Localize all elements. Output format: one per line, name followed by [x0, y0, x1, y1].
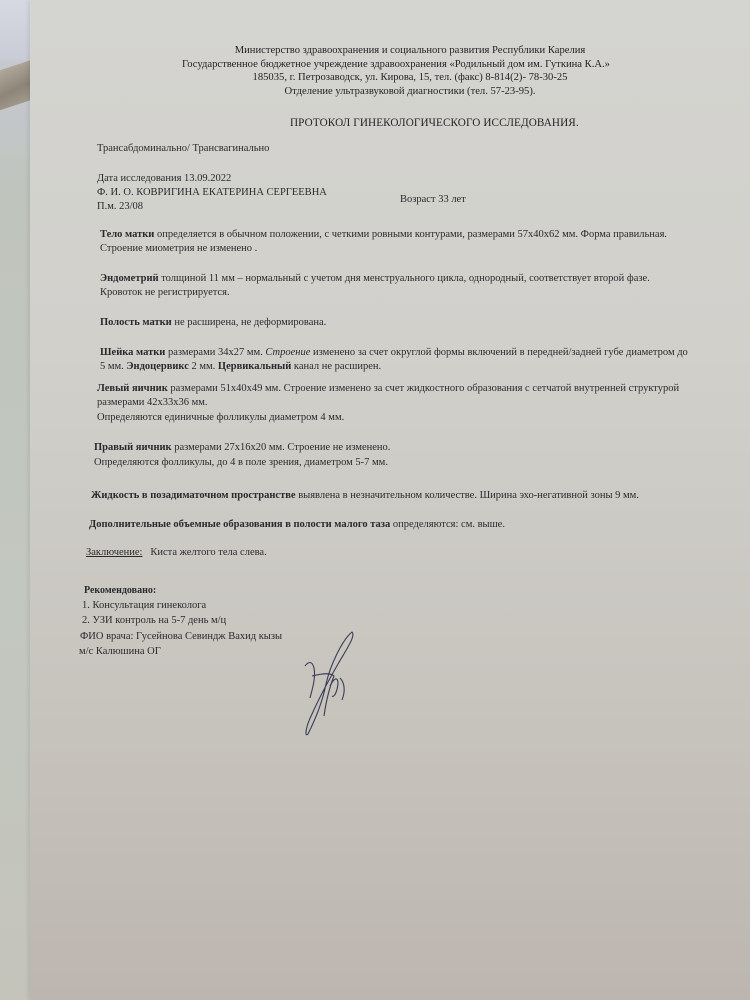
recommendations-label: Рекомендовано:: [84, 585, 157, 596]
header-ministry: Министерство здравоохранения и социального развития Республики Карелия: [234, 45, 586, 56]
left-ovary-line-3: Определяются единичные фолликулы диаметром 4 мм.: [97, 412, 345, 423]
doctor-name: ФИО врача: Гусейнова Севиндж Вахид кызы: [80, 631, 283, 642]
patient-name-row: [97, 186, 327, 200]
fluid-line: [91, 489, 639, 503]
lmp-label: П.м.: [97, 201, 117, 212]
nurse-name: м/с Калюшина ОГ: [79, 646, 161, 657]
left-ovary-line-1: [97, 382, 679, 396]
right-ovary-line-2: Определяются фолликулы, до 4 в поле зрения, диаметром 5-7 мм.: [94, 457, 388, 468]
fluid-text: выявлена в незначительном количестве. Ширина эхо-негативной зоны 9 мм.: [295, 490, 639, 501]
cervix-structure-text: изменено за счет округлой формы включений в передней/задней губе диаметром до: [310, 347, 688, 358]
cavity-line: [100, 316, 326, 330]
left-ovary-text: размерами 51x40x49 мм. Строение изменено за счет жидкостного образования с сетчатой внутренней структурой: [167, 383, 680, 394]
header-department: Отделение ультразвуковой диагностики (тел. 57-23-95).: [284, 85, 536, 97]
header-address: 185035, г. Петрозаводск, ул. Кирова, 15, тел. (факс) 8-814(2)- 78-30-25: [252, 72, 568, 83]
right-ovary-line-1: [94, 441, 390, 455]
exam-date: 13.09.2022: [184, 173, 232, 184]
exam-date-row: [97, 172, 231, 186]
endocervix-value: 2 мм.: [188, 361, 218, 372]
additional-label: Дополнительные объемные образования в полости малого таза: [89, 519, 391, 530]
cervix-structure-label: Строение: [265, 347, 311, 358]
right-ovary-label: Правый яичник: [94, 442, 172, 453]
cervix-size: размерами 34x27 мм.: [165, 347, 266, 358]
patient-name: КОВРИГИНА ЕКАТЕРИНА СЕРГЕЕВНА: [136, 187, 327, 198]
uterus-text: определяется в обычном положении, с четкими ровными контурами, размерами 57x40x62 мм. Форма правильная.: [154, 229, 668, 240]
additional-line: [89, 518, 505, 532]
patient-age: 33 лет: [438, 194, 466, 205]
conclusion-text: Киста желтого тела слева.: [150, 547, 267, 558]
endometrium-text: толщиной 11 мм – нормальный с учетом дня менструального цикла, однородный, соответствует второй фазе.: [158, 273, 650, 284]
conclusion-label: Заключение:: [86, 547, 143, 558]
cervical-canal-text: канал не расширен.: [291, 361, 382, 372]
lmp-row: [97, 200, 143, 214]
patient-age-label: Возраст: [400, 194, 436, 205]
endometrium-line-1: [100, 272, 650, 286]
cervix-line-2: [100, 360, 381, 374]
patient-name-label: Ф. И. О.: [97, 187, 134, 198]
cavity-text: не расширена, не деформирована.: [171, 317, 327, 328]
fluid-label: Жидкость в позадиматочном пространстве: [91, 490, 296, 501]
cervix-line-1: [100, 346, 688, 360]
uterus-label: Тело матки: [100, 229, 155, 240]
endometrium-line-2: Кровоток не регистрируется.: [100, 287, 230, 298]
right-ovary-text: размерами 27x16x20 мм. Строение не изменено.: [171, 442, 391, 453]
exam-method: Трансабдоминально/ Трансвагинально: [97, 143, 270, 154]
exam-date-label: Дата исследования: [97, 173, 182, 184]
conclusion-line: [86, 546, 267, 560]
header-institution: Государственное бюджетное учреждение здравоохранения «Родильный дом им. Гуткина К.А.»: [182, 58, 610, 70]
signature: [290, 626, 390, 736]
patient-age-row: [400, 193, 466, 207]
recommendation-item-1: 1. Консультация гинеколога: [82, 600, 207, 611]
cervix-label: Шейка матки: [100, 347, 166, 358]
cervical-canal-label: Цервикальный: [217, 361, 292, 372]
lmp-value: 23/08: [119, 201, 144, 212]
left-ovary-line-2: размерами 42x33x36 мм.: [97, 397, 208, 408]
uterus-line-1: [100, 228, 667, 242]
recommendation-item-2: 2. УЗИ контроль на 5-7 день м/ц: [82, 615, 227, 626]
uterus-line-2: Строение миометрия не изменено .: [100, 243, 258, 254]
additional-text: определяются: см. выше.: [390, 519, 505, 530]
document-title: ПРОТОКОЛ ГИНЕКОЛОГИЧЕСКОГО ИССЛЕДОВАНИЯ.: [290, 117, 579, 129]
endometrium-label: Эндометрий: [100, 273, 159, 284]
endocervix-label: Эндоцервикс: [126, 361, 189, 372]
left-ovary-label: Левый яичник: [97, 383, 168, 394]
cavity-label: Полость матки: [100, 317, 172, 328]
institution-header: [180, 44, 640, 98]
cervix-diameter: 5 мм.: [100, 361, 127, 372]
